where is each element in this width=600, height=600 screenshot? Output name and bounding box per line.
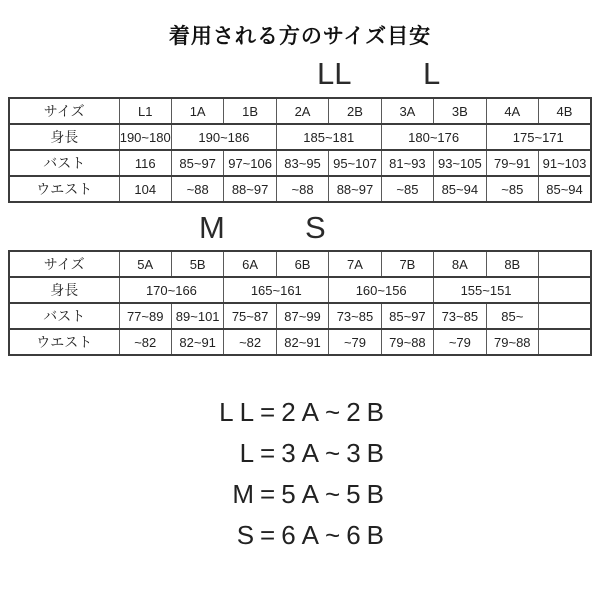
table-cell: 155~151 (434, 277, 539, 303)
table-cell: 93~105 (434, 150, 486, 176)
legend-line-ll: LL=2A~2B (219, 397, 390, 427)
column-header: 3B (434, 98, 486, 124)
table-cell: 81~93 (381, 150, 433, 176)
column-header: 7A (329, 251, 381, 277)
table-cell: 95~107 (329, 150, 381, 176)
table-cell-empty (539, 329, 592, 355)
size-table-upper (8, 97, 592, 203)
row-label-waist: ウエスト (9, 176, 119, 202)
table-row-height (9, 124, 591, 150)
table-cell: 79~88 (381, 329, 433, 355)
table-upper-header-row (9, 98, 591, 124)
column-header: 4A (486, 98, 538, 124)
column-header: 8B (486, 251, 538, 277)
row-label-height: 身長 (9, 277, 119, 303)
table-cell: 79~91 (486, 150, 538, 176)
row-label-waist: ウエスト (9, 329, 119, 355)
table-cell: 82~91 (276, 329, 328, 355)
table-row-waist (9, 329, 591, 355)
size-table-lower (8, 250, 592, 356)
table-cell: 185~181 (276, 124, 381, 150)
column-header: 2A (276, 98, 328, 124)
table-cell: 85~ (486, 303, 538, 329)
table-cell: 97~106 (224, 150, 276, 176)
column-header: 8A (434, 251, 486, 277)
table-cell: 88~97 (224, 176, 276, 202)
row-label-bust: バスト (9, 303, 119, 329)
table-cell-empty (539, 303, 592, 329)
table-cell: 79~88 (486, 329, 538, 355)
table-cell: 165~161 (224, 277, 329, 303)
column-header-size: サイズ (9, 251, 119, 277)
table-cell: 82~91 (171, 329, 223, 355)
group-label-l: L (423, 56, 441, 91)
table-cell: 85~97 (381, 303, 433, 329)
table-cell: 85~97 (171, 150, 223, 176)
table-cell: 83~95 (276, 150, 328, 176)
table-lower-header-row (9, 251, 591, 277)
group-label-ll: LL (317, 56, 352, 91)
table-cell: 170~166 (119, 277, 224, 303)
table-row-waist (9, 176, 591, 202)
column-header: 1B (224, 98, 276, 124)
table-cell: ~85 (486, 176, 538, 202)
table-row-height (9, 277, 591, 303)
column-header: 7B (381, 251, 433, 277)
column-header-empty (539, 251, 592, 277)
table-cell: ~88 (171, 176, 223, 202)
table-cell: 87~99 (276, 303, 328, 329)
table-cell: 190~186 (171, 124, 276, 150)
table-row-bust (9, 150, 591, 176)
column-header: 6B (276, 251, 328, 277)
table-row-bust (9, 303, 591, 329)
table-cell: 73~85 (329, 303, 381, 329)
table-cell: 89~101 (171, 303, 223, 329)
column-header: 2B (329, 98, 381, 124)
table-cell: 73~85 (434, 303, 486, 329)
table-cell: 85~94 (539, 176, 592, 202)
table-cell-empty (539, 277, 592, 303)
group-label-s: S (305, 210, 326, 245)
table-cell: 88~97 (329, 176, 381, 202)
row-label-bust: バスト (9, 150, 119, 176)
table-cell: 75~87 (224, 303, 276, 329)
table-cell: 180~176 (381, 124, 486, 150)
column-header: 1A (171, 98, 223, 124)
table-cell: 91~103 (539, 150, 592, 176)
legend-line-l: L=3A~3B (239, 438, 390, 468)
column-header: 3A (381, 98, 433, 124)
table-cell: ~79 (434, 329, 486, 355)
table-cell: 104 (119, 176, 171, 202)
table-cell: 190~180 (119, 124, 171, 150)
column-header-size: サイズ (9, 98, 119, 124)
column-header: 5B (171, 251, 223, 277)
table-cell: 160~156 (329, 277, 434, 303)
column-header: 5A (119, 251, 171, 277)
size-mapping-legend (110, 392, 390, 556)
legend-line-m: M=5A~5B (232, 479, 390, 509)
column-header: 6A (224, 251, 276, 277)
table-cell: 85~94 (434, 176, 486, 202)
column-header: 4B (539, 98, 592, 124)
group-label-m: M (199, 210, 225, 245)
table-cell: ~79 (329, 329, 381, 355)
page-title: 着用される方のサイズ目安 (168, 25, 432, 48)
row-label-height: 身長 (9, 124, 119, 150)
table-cell: 77~89 (119, 303, 171, 329)
table-cell: ~85 (381, 176, 433, 202)
table-cell: ~82 (119, 329, 171, 355)
legend-line-s: S=6A~6B (236, 520, 390, 550)
table-cell: ~82 (224, 329, 276, 355)
table-cell: ~88 (276, 176, 328, 202)
table-cell: 175~171 (486, 124, 591, 150)
table-cell: 116 (119, 150, 171, 176)
column-header: L1 (119, 98, 171, 124)
